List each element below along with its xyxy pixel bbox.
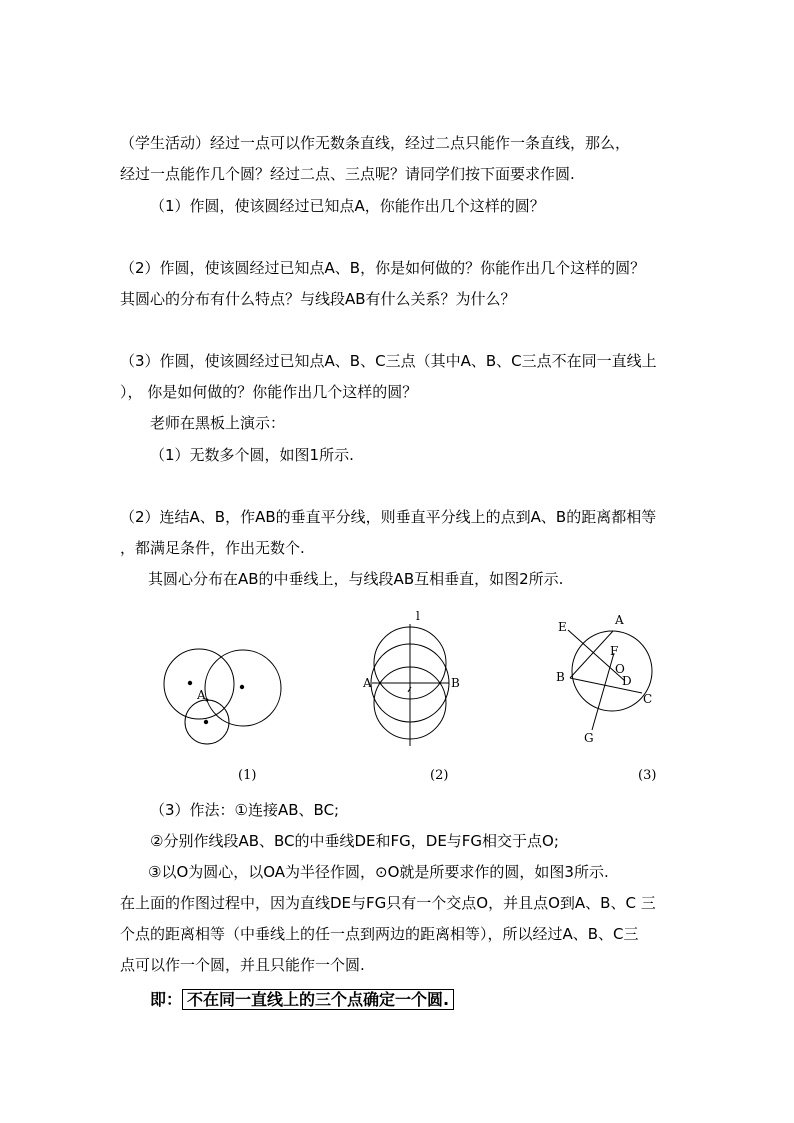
paragraph-line-6: （3）作圆，使该圆经过已知点A、B、C三点（其中A、B、C三点不在同一直线上 xyxy=(120,352,657,370)
paragraph-line-17: 个点的距离相等（中垂线上的任一点到两边的距离相等），所以经过A、B、C三 xyxy=(120,925,639,943)
fig3-label-d: D xyxy=(622,674,632,688)
fig3-label-a: A xyxy=(615,613,624,627)
fig3-label-b: B xyxy=(556,670,565,684)
conclusion-prefix: 即： xyxy=(150,990,183,1009)
fig3-label-g: G xyxy=(584,731,594,745)
fig1-center-dot-left xyxy=(188,681,192,685)
fig2-label-b: B xyxy=(451,676,460,690)
figure-1-caption: (1) xyxy=(238,768,257,783)
paragraph-line-5: 其圆心的分布有什么特点？与线段AB有什么关系？为什么？ xyxy=(120,290,516,308)
figure-1 xyxy=(164,649,281,744)
fig3-label-e: E xyxy=(558,620,567,634)
fig2-label-l: l xyxy=(416,609,420,623)
fig1-point-a-dot xyxy=(206,699,209,702)
paragraph-line-16: 在上面的作图过程中，因为直线DE与FG只有一个交点O，并且点O到A、B、C 三 xyxy=(120,894,656,912)
fig1-circle-left xyxy=(164,649,234,719)
paragraph-line-8: 老师在黑板上演示： xyxy=(150,414,286,432)
paragraph-line-18: 点可以作一个圆，并且只能作一个圆. xyxy=(120,956,365,974)
paragraph-line-2: 经过一点能作几个圆？经过二点、三点呢？请同学们按下面要求作圆. xyxy=(120,165,575,183)
fig3-label-o: O xyxy=(615,662,625,676)
paragraph-line-15: ③以O为圆心，以OA为半径作圆，⊙O就是所要求作的圆，如图3所示. xyxy=(148,863,609,881)
paragraph-line-9: （1）无数多个圆，如图1所示. xyxy=(150,446,354,464)
paragraph-line-14: ②分别作线段AB、BC的中垂线DE和FG，DE与FG相交于点O; xyxy=(150,832,559,850)
paragraph-line-7: ）， 你是如何做的？你能作出几个这样的圆？ xyxy=(120,383,418,401)
paragraph-line-13: （3）作法：①连接AB、BC; xyxy=(150,801,340,819)
fig1-label-a: A xyxy=(197,688,206,702)
figure-3-caption: (3) xyxy=(638,768,657,783)
fig3-circumcircle xyxy=(572,631,652,711)
fig1-center-dot-bottom xyxy=(204,720,208,724)
figure-2 xyxy=(371,624,449,746)
figure-2-caption: (2) xyxy=(430,768,449,783)
conclusion xyxy=(150,990,454,1010)
paragraph-line-12: 其圆心分布在AB的中垂线上，与线段AB互相垂直，如图2所示. xyxy=(148,570,564,588)
paragraph-line-4: （2）作圆，使该圆经过已知点A、B，你是如何做的？你能作出几个这样的圆？ xyxy=(120,259,646,277)
fig2-label-a: A xyxy=(363,676,372,690)
fig3-label-c: C xyxy=(643,692,653,706)
paragraph-line-11: ，都满足条件，作出无数个. xyxy=(120,539,305,557)
paragraph-line-1: （学生活动）经过一点可以作无数条直线，经过二点只能作一条直线，那么， xyxy=(120,134,631,152)
fig3-label-f: F xyxy=(610,644,619,658)
fig1-center-dot-right xyxy=(240,685,244,689)
paragraph-line-3: （1）作圆，使该圆经过已知点A，你能作出几个这样的圆？ xyxy=(150,197,545,215)
conclusion-boxed-statement: 不在同一直线上的三个点确定一个圆. xyxy=(182,989,454,1010)
fig3-line-fg xyxy=(592,653,614,730)
paragraph-line-10: （2）连结A、B，作AB的垂直平分线，则垂直平分线上的点到A、B的距离都相等 xyxy=(120,508,657,526)
